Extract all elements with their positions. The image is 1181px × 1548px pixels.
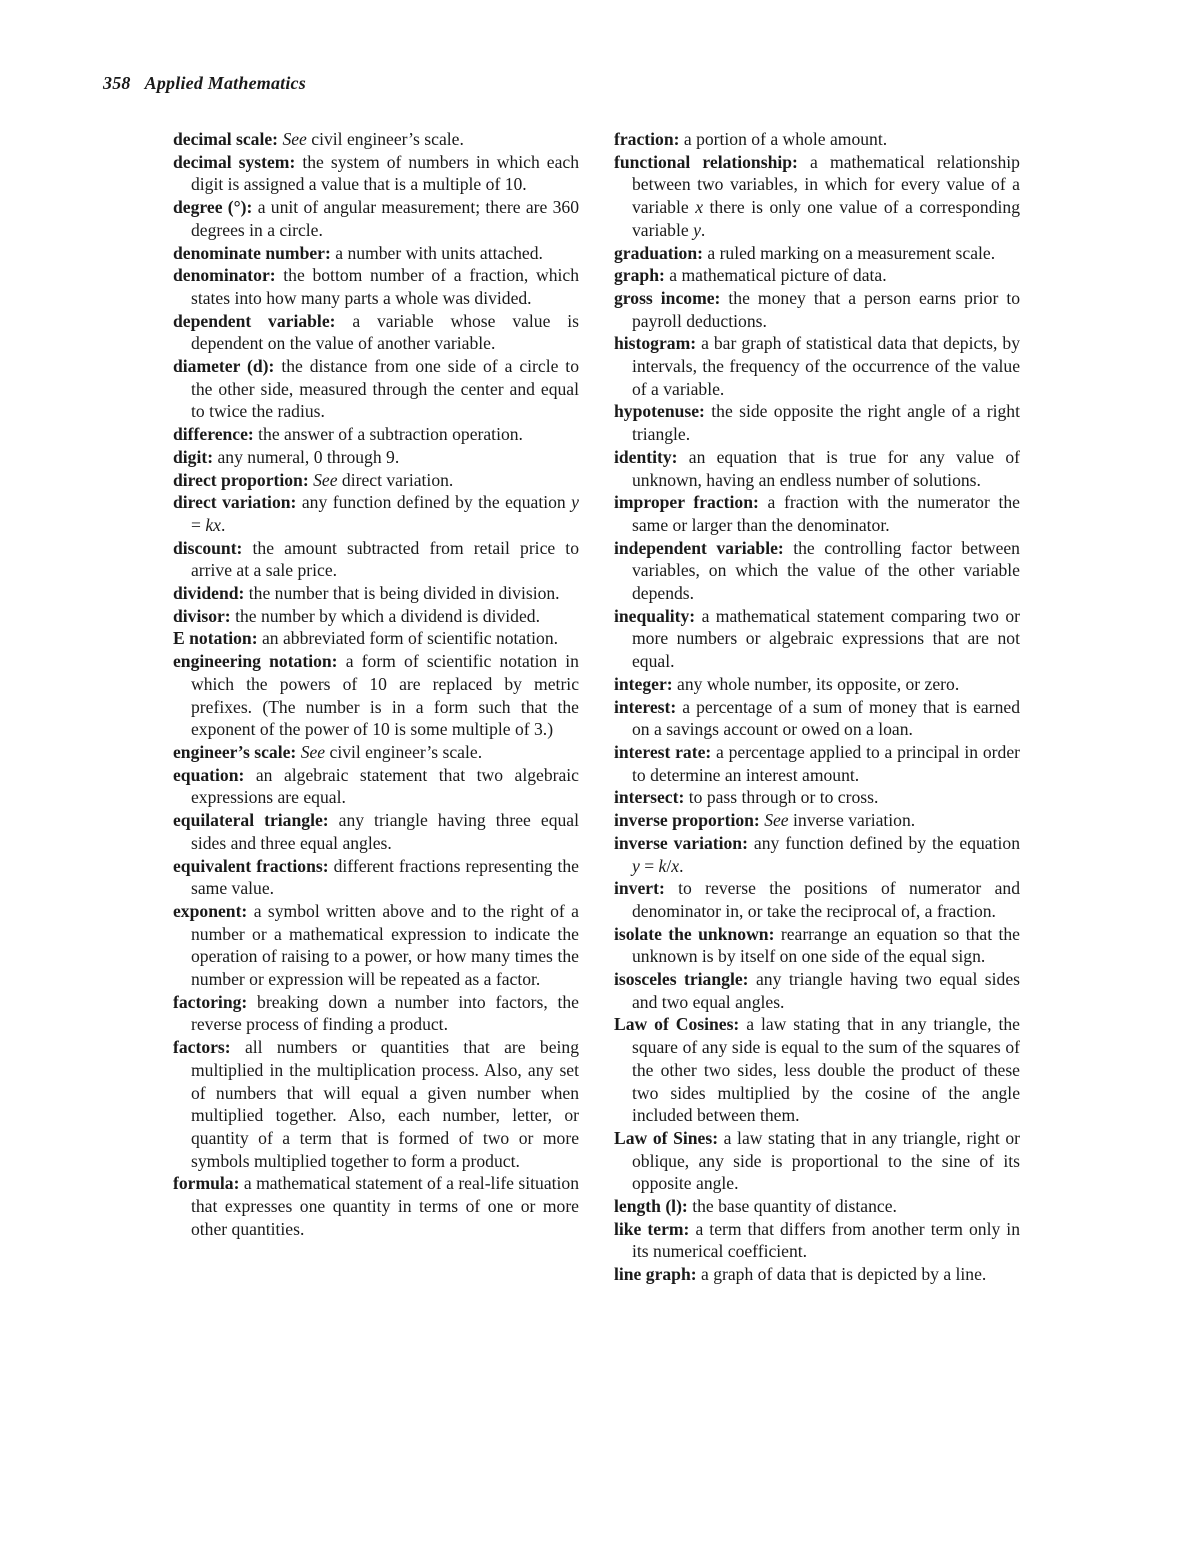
glossary-definition: a graph of data that is depicted by a line. bbox=[696, 1264, 987, 1285]
glossary-definition: any function defined by the equation y = k/x. bbox=[632, 832, 1020, 876]
glossary-definition: a mathematical statement comparing two or more numbers or algebraic expressions that are not equal. bbox=[632, 605, 1020, 672]
glossary-entry bbox=[173, 900, 579, 991]
glossary-definition: a unit of angular measurement; there are 360 degrees in a circle. bbox=[191, 197, 579, 240]
glossary-definition: a mathematical relationship between two variables, in which for every value of a variable x there is only one value of a corresponding variable y. bbox=[632, 151, 1020, 240]
glossary-definition: any triangle having three equal sides and three equal angles. bbox=[191, 810, 579, 853]
glossary-definition: a percentage of a sum of money that is earned on a savings account or owed on a loan. bbox=[632, 696, 1020, 740]
glossary-definition: a fraction with the numerator the same or larger than the denominator. bbox=[632, 492, 1020, 535]
glossary-term: identity: bbox=[614, 446, 678, 467]
glossary-definition: a ruled marking on a measurement scale. bbox=[702, 242, 996, 263]
glossary-entry bbox=[173, 1036, 579, 1172]
glossary-term: improper fraction: bbox=[614, 492, 759, 513]
book-title: Applied Mathematics bbox=[144, 73, 306, 93]
glossary-term: interest rate: bbox=[614, 741, 712, 762]
glossary-term: denominator: bbox=[173, 265, 276, 286]
glossary-term: isosceles triangle: bbox=[614, 969, 749, 990]
glossary-definition: any whole number, its opposite, or zero. bbox=[672, 673, 960, 694]
glossary-definition: See civil engineer’s scale. bbox=[282, 129, 464, 149]
glossary-entry bbox=[614, 696, 1020, 741]
glossary-entry bbox=[614, 786, 1020, 809]
glossary-entry bbox=[614, 1127, 1020, 1195]
glossary-entry bbox=[614, 968, 1020, 1013]
glossary-term: inverse variation: bbox=[614, 832, 748, 853]
glossary-definition: different fractions representing the same value. bbox=[191, 855, 579, 899]
glossary-term: dependent variable: bbox=[173, 310, 336, 331]
glossary-entry bbox=[614, 923, 1020, 968]
glossary-entry bbox=[173, 809, 579, 854]
glossary-definition: See inverse variation. bbox=[764, 810, 916, 831]
glossary-definition: the amount subtracted from retail price to arrive at a sale price. bbox=[191, 537, 579, 581]
glossary-definition: See civil engineer’s scale. bbox=[300, 741, 483, 762]
glossary-entry bbox=[173, 469, 579, 492]
glossary-entry bbox=[614, 877, 1020, 922]
glossary-definition: any numeral, 0 through 9. bbox=[213, 446, 400, 467]
glossary-term: equilateral triangle: bbox=[173, 810, 329, 831]
glossary-entry bbox=[614, 605, 1020, 673]
glossary-entry bbox=[173, 991, 579, 1036]
glossary-entry bbox=[614, 332, 1020, 400]
glossary-term: fraction: bbox=[614, 129, 680, 149]
glossary-term: discount: bbox=[173, 537, 243, 558]
glossary-term: Law of Sines: bbox=[614, 1127, 719, 1148]
glossary-definition: the number by which a dividend is divided. bbox=[230, 605, 540, 626]
glossary-term: interest: bbox=[614, 696, 677, 717]
glossary-definition: the controlling factor between variables, on which the value of the other variable depends. bbox=[632, 537, 1020, 604]
glossary-definition: a term that differs from another term only in its numerical coefficient. bbox=[632, 1218, 1020, 1262]
glossary-term: length (l): bbox=[614, 1196, 688, 1217]
glossary-entry bbox=[614, 400, 1020, 445]
glossary-definition: to reverse the positions of numerator and denominator in, or take the reciprocal of, a fraction. bbox=[632, 878, 1020, 921]
glossary-term: factoring: bbox=[173, 991, 248, 1012]
glossary-term: exponent: bbox=[173, 900, 248, 921]
glossary-term: degree (°): bbox=[173, 197, 253, 218]
glossary-entry bbox=[173, 196, 579, 241]
glossary-definition: an abbreviated form of scientific notation. bbox=[257, 628, 559, 649]
glossary-term: gross income: bbox=[614, 287, 721, 308]
glossary-term: dividend: bbox=[173, 583, 245, 604]
glossary-entry bbox=[173, 764, 579, 809]
glossary-term: decimal scale: bbox=[173, 129, 279, 149]
glossary-definition: a mathematical statement of a real-life situation that expresses one quantity in terms of one or more other quantities. bbox=[191, 1173, 579, 1239]
glossary-term: engineering notation: bbox=[173, 651, 338, 672]
glossary-definition: the money that a person earns prior to payroll deductions. bbox=[632, 287, 1021, 331]
glossary-definition: See direct variation. bbox=[313, 469, 454, 490]
glossary-definition: the side opposite the right angle of a right triangle. bbox=[632, 401, 1020, 445]
glossary-definition: an algebraic statement that two algebraic expressions are equal. bbox=[191, 764, 579, 808]
glossary-term: difference: bbox=[173, 424, 254, 445]
glossary-entry bbox=[173, 423, 579, 446]
glossary-definition: the answer of a subtraction operation. bbox=[253, 424, 523, 445]
glossary-column-left bbox=[173, 128, 579, 1240]
page-number: 358 bbox=[103, 73, 131, 93]
glossary-entry bbox=[614, 741, 1020, 786]
glossary-entry bbox=[173, 310, 579, 355]
glossary-definition: all numbers or quantities that are being multiplied in the multiplication process. Also, any set of numbers that will equal a given number when multiplied together. Also, each number, letter, or quantity of a term that is formed of two or more symbols multiplied together to form a product. bbox=[191, 1037, 579, 1171]
glossary-term: formula: bbox=[173, 1173, 240, 1194]
glossary-entry bbox=[173, 605, 579, 628]
glossary-entry bbox=[173, 242, 579, 265]
glossary-definition: rearrange an equation so that the unknown is by itself on one side of the equal sign. bbox=[632, 923, 1020, 967]
glossary-entry bbox=[614, 673, 1020, 696]
glossary-term: histogram: bbox=[614, 333, 697, 354]
glossary-term: invert: bbox=[614, 878, 665, 899]
glossary-entry bbox=[173, 1172, 579, 1240]
glossary-entry bbox=[614, 491, 1020, 536]
glossary-entry bbox=[614, 128, 1020, 151]
glossary-term: integer: bbox=[614, 673, 673, 694]
glossary-definition: a law stating that in any triangle, right or oblique, any side is proportional to the sine of its opposite angle. bbox=[632, 1127, 1021, 1194]
glossary-entry bbox=[614, 832, 1020, 877]
glossary-term: inequality: bbox=[614, 605, 696, 626]
glossary-entry bbox=[614, 1263, 1020, 1286]
glossary-entry bbox=[173, 355, 579, 423]
glossary-entry bbox=[614, 242, 1020, 265]
glossary-definition: a variable whose value is dependent on the value of another variable. bbox=[191, 310, 579, 354]
running-head bbox=[103, 73, 306, 94]
glossary-entry bbox=[173, 264, 579, 309]
glossary-term: equivalent fractions: bbox=[173, 855, 329, 876]
glossary-term: digit: bbox=[173, 446, 214, 467]
glossary-entry bbox=[614, 1013, 1020, 1127]
glossary-term: denominate number: bbox=[173, 242, 331, 263]
glossary-term: graph: bbox=[614, 265, 665, 286]
glossary-entry bbox=[173, 741, 579, 764]
glossary-entry bbox=[614, 809, 1020, 832]
glossary-term: engineer’s scale: bbox=[173, 741, 297, 762]
glossary-definition: to pass through or to cross. bbox=[684, 787, 879, 808]
glossary-entry bbox=[173, 446, 579, 469]
glossary-term: independent variable: bbox=[614, 537, 784, 558]
glossary-definition: the bottom number of a fraction, which states into how many parts a whole was divided. bbox=[191, 265, 579, 308]
glossary-entry bbox=[173, 627, 579, 650]
glossary-definition: the number that is being divided in division. bbox=[244, 583, 560, 604]
glossary-entry bbox=[614, 151, 1020, 242]
glossary-entry bbox=[173, 128, 579, 151]
glossary-entry bbox=[173, 491, 579, 536]
glossary-entry bbox=[614, 1195, 1020, 1218]
glossary-definition: a form of scientific notation in which the powers of 10 are replaced by metric prefixes. (The number is in a form such that the exponent of the power of 10 is some multiple of 3.) bbox=[191, 651, 579, 740]
glossary-definition: a mathematical picture of data. bbox=[664, 265, 887, 286]
glossary-definition: breaking down a number into factors, the reverse process of finding a product. bbox=[191, 991, 579, 1035]
glossary-entry bbox=[614, 537, 1020, 605]
glossary-term: Law of Cosines: bbox=[614, 1014, 740, 1035]
glossary-definition: a percentage applied to a principal in order to determine an interest amount. bbox=[632, 741, 1020, 785]
glossary-entry bbox=[614, 446, 1020, 491]
glossary-term: direct proportion: bbox=[173, 469, 309, 490]
glossary-entry bbox=[173, 537, 579, 582]
glossary-entry bbox=[173, 855, 579, 900]
glossary-term: functional relationship: bbox=[614, 151, 798, 172]
glossary-definition: a symbol written above and to the right of a number or a mathematical expression to indicate the operation of raising to a power, or how many times the number or expression will be repeated as a factor. bbox=[191, 900, 579, 990]
glossary-term: decimal system: bbox=[173, 151, 296, 172]
glossary-definition: the system of numbers in which each digit is assigned a value that is a multiple of 10. bbox=[191, 151, 579, 195]
glossary-term: like term: bbox=[614, 1218, 690, 1239]
glossary-term: equation: bbox=[173, 764, 245, 785]
glossary-definition: the base quantity of distance. bbox=[687, 1196, 897, 1217]
glossary-definition: a bar graph of statistical data that depicts, by intervals, the frequency of the occurrence of the value of a variable. bbox=[632, 333, 1020, 399]
glossary-term: inverse proportion: bbox=[614, 810, 760, 831]
glossary-definition: a portion of a whole amount. bbox=[679, 129, 888, 149]
glossary-term: factors: bbox=[173, 1037, 231, 1058]
glossary-definition: a number with units attached. bbox=[330, 242, 543, 263]
glossary-definition: any triangle having two equal sides and two equal angles. bbox=[632, 969, 1020, 1012]
glossary-entry bbox=[614, 264, 1020, 287]
glossary-term: line graph: bbox=[614, 1264, 697, 1285]
glossary-entry bbox=[614, 287, 1020, 332]
glossary-definition: any function defined by the equation y = kx. bbox=[191, 492, 579, 535]
glossary-entry bbox=[614, 1218, 1020, 1263]
glossary-definition: an equation that is true for any value of unknown, having an endless number of solutions. bbox=[632, 446, 1020, 490]
glossary-column-right bbox=[614, 128, 1020, 1286]
glossary-term: divisor: bbox=[173, 605, 231, 626]
glossary-term: E notation: bbox=[173, 628, 258, 649]
glossary-entry bbox=[173, 151, 579, 196]
glossary-term: graduation: bbox=[614, 242, 703, 263]
glossary-definition: a law stating that in any triangle, the square of any side is equal to the sum of the squares of the other two sides, less double the product of these two sides multiplied by the cosine of the angle included between them. bbox=[632, 1014, 1020, 1126]
glossary-term: direct variation: bbox=[173, 492, 297, 513]
glossary-term: intersect: bbox=[614, 787, 685, 808]
glossary-definition: the distance from one side of a circle to the other side, measured through the center and equal to twice the radius. bbox=[191, 356, 579, 422]
glossary-term: diameter (d): bbox=[173, 356, 275, 377]
glossary-term: isolate the unknown: bbox=[614, 923, 775, 944]
glossary-entry bbox=[173, 582, 579, 605]
glossary-term: hypotenuse: bbox=[614, 401, 705, 422]
glossary-entry bbox=[173, 650, 579, 741]
